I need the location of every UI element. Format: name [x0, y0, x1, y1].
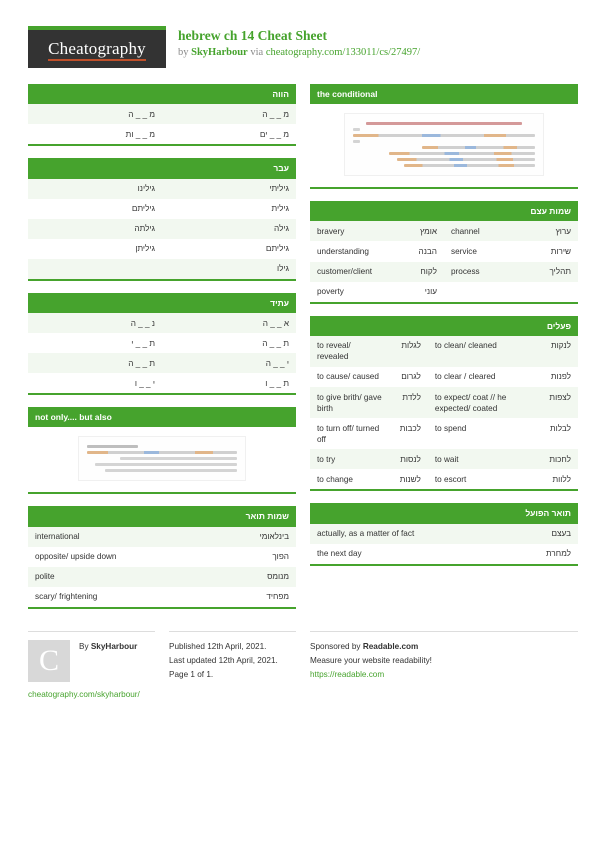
table-row [310, 367, 578, 387]
card-title-verbs: פעלים [310, 316, 578, 336]
cell-en: to clear / cleared [428, 367, 535, 387]
source-url-link[interactable]: cheatography.com/133011/cs/27497/ [265, 47, 421, 59]
cell-he: לשנות [390, 469, 428, 489]
cell-en: the next day [310, 544, 519, 564]
cell-he: ת _ _ ה [162, 333, 296, 353]
cell-en: understanding [310, 241, 390, 261]
cell-he: בעצם [519, 524, 578, 544]
footer-byline [79, 640, 137, 682]
cell-he: לגלות [390, 336, 428, 367]
byline-prefix: by [178, 47, 192, 59]
cell-en: scary/ frightening [28, 587, 194, 607]
author-row [28, 640, 155, 682]
table-present [28, 104, 296, 144]
page-footer [0, 621, 600, 699]
sponsor-name[interactable]: Readable.com [362, 641, 419, 651]
card-title-present: הווה [28, 84, 296, 104]
cell-he: נ _ _ ה [28, 313, 162, 333]
table-row [28, 219, 296, 239]
cell-en: to expect/ coat // he expected/ coated [428, 387, 535, 418]
footer-left [28, 631, 296, 699]
footer-author-name[interactable]: SkyHarbour [90, 641, 138, 651]
cell-en: poverty [310, 282, 390, 302]
card-nouns [310, 201, 578, 303]
cell-he: לכבות [390, 418, 428, 449]
table-row [28, 124, 296, 144]
cell-he: לקוח [390, 262, 444, 282]
card-verbs [310, 316, 578, 492]
cell-en: to clean/ cleaned [428, 336, 535, 367]
cell-he: לחכות [535, 449, 578, 469]
table-row [28, 567, 296, 587]
table-row [310, 387, 578, 418]
image-text-line [87, 445, 138, 448]
table-row [310, 241, 578, 261]
cell-en: to reveal/ revealed [310, 336, 390, 367]
table-row [310, 418, 578, 449]
cell-he: מ _ _ ה [28, 104, 162, 124]
table-verbs [310, 336, 578, 490]
cell-he: גילינו [28, 179, 162, 199]
footer-publish-block [169, 631, 296, 699]
cell-he: תהליך [519, 262, 578, 282]
cell-en: opposite/ upside down [28, 547, 194, 567]
card-title-adverbs: תואר הפועל [310, 503, 578, 523]
image-text-line [422, 146, 535, 149]
table-row [28, 373, 296, 393]
cell-en: bravery [310, 221, 390, 241]
cell-en: channel [444, 221, 519, 241]
cell-he: גיליתם [162, 239, 296, 259]
logo-text: Cheatography [48, 38, 146, 58]
cell-en: to spend [428, 418, 535, 449]
page-number: Page 1 of 1. [169, 670, 214, 680]
table-row [310, 336, 578, 367]
table-row [28, 199, 296, 219]
cell-en: international [28, 527, 194, 547]
cell-he: לבלות [535, 418, 578, 449]
card-conditional [310, 84, 578, 189]
cell-he: שירות [519, 241, 578, 261]
cell-he: הבנה [390, 241, 444, 261]
cell-he: לגרום [390, 367, 428, 387]
cell-en: customer/client [310, 262, 390, 282]
cell-he: י _ _ ו [28, 373, 162, 393]
card-not-only-but-also [28, 407, 296, 494]
table-future [28, 313, 296, 393]
cell-he: מנומס [194, 567, 296, 587]
cell-en [444, 282, 519, 302]
cell-he: הפוך [194, 547, 296, 567]
table-row [28, 239, 296, 259]
table-row [310, 282, 578, 302]
image-text-line [366, 122, 523, 125]
cell-en: to change [310, 469, 390, 489]
cell-he: לצפות [535, 387, 578, 418]
table-row [310, 469, 578, 489]
card-adjectives [28, 506, 296, 608]
sponsor-prefix: Sponsored by [310, 641, 363, 651]
card-title-future: עתיד [28, 293, 296, 313]
cell-he: מ _ _ ות [28, 124, 162, 144]
table-adjectives [28, 527, 296, 607]
cell-en: to wait [428, 449, 535, 469]
cell-he: גיליתן [28, 239, 162, 259]
not-only-image-block [28, 427, 296, 492]
embedded-conditional-image [344, 113, 544, 176]
card-title-adjectives: שמות תואר [28, 506, 296, 526]
cell-he: גילה [162, 219, 296, 239]
table-row [28, 259, 296, 279]
table-row [28, 333, 296, 353]
cell-he: למחרת [519, 544, 578, 564]
table-past [28, 179, 296, 279]
cell-he: גיליתי [162, 179, 296, 199]
cell-he: לנקות [535, 336, 578, 367]
cell-he: אומץ [390, 221, 444, 241]
right-column [310, 84, 578, 621]
card-adverbs [310, 503, 578, 565]
cell-he: בינלאומי [194, 527, 296, 547]
cell-en: to turn off/ turned off [310, 418, 390, 449]
cell-en: polite [28, 567, 194, 587]
sponsor-tagline: Measure your website readability! [310, 655, 432, 665]
cell-en: service [444, 241, 519, 261]
avatar-letter: C [38, 643, 59, 677]
table-row [28, 547, 296, 567]
card-title-conditional: the conditional [310, 84, 578, 104]
card-future-tense [28, 293, 296, 395]
table-row [310, 262, 578, 282]
avatar [28, 640, 70, 682]
table-row [310, 221, 578, 241]
table-row [28, 587, 296, 607]
table-row [28, 179, 296, 199]
cell-he: מ _ _ ים [162, 124, 296, 144]
cheatography-logo[interactable] [28, 26, 166, 68]
card-past-tense [28, 158, 296, 281]
sponsor-line [310, 640, 578, 654]
image-text-line [389, 152, 535, 155]
cell-he: מ _ _ ה [162, 104, 296, 124]
conditional-image-block [310, 104, 578, 187]
cell-he [519, 282, 578, 302]
cell-he: ת _ _ ו [162, 373, 296, 393]
divider [310, 631, 578, 632]
page-title: hebrew ch 14 Cheat Sheet [178, 28, 327, 43]
divider [28, 631, 155, 632]
image-text-line [105, 469, 237, 472]
image-text-line [87, 451, 237, 454]
table-row [310, 544, 578, 564]
cell-he: גיליתם [28, 199, 162, 219]
byline-via: via [247, 47, 266, 59]
cell-he: לפנות [535, 367, 578, 387]
table-row [28, 104, 296, 124]
published-date: Published 12th April, 2021. [169, 641, 267, 651]
card-title-past: עבר [28, 158, 296, 178]
table-row [28, 353, 296, 373]
card-present-tense [28, 84, 296, 146]
updated-date: Last updated 12th April, 2021. [169, 655, 278, 665]
sponsor-url-link[interactable]: https://readable.com [310, 670, 385, 680]
cell-en: to escort [428, 469, 535, 489]
cell-he: ת _ _ י [28, 333, 162, 353]
cell-he: לנסות [390, 449, 428, 469]
cell-he: גילתה [28, 219, 162, 239]
cell-he: א _ _ ה [162, 313, 296, 333]
cell-he: מפחיד [194, 587, 296, 607]
table-row [310, 524, 578, 544]
cell-he: גילית [162, 199, 296, 219]
cell-en: process [444, 262, 519, 282]
table-adverbs [310, 524, 578, 564]
image-text-line [397, 158, 535, 161]
cell-he: ת _ _ ה [28, 353, 162, 373]
cell-en: to give brith/ gave birth [310, 387, 390, 418]
cell-en: to try [310, 449, 390, 469]
card-title-not-only: not only.... but also [28, 407, 296, 427]
left-column [28, 84, 296, 621]
table-row [28, 527, 296, 547]
footer-right [310, 631, 578, 699]
content-columns [0, 68, 600, 621]
author-profile-link[interactable]: cheatography.com/skyharbour/ [28, 689, 140, 699]
title-block [178, 26, 420, 60]
footer-sponsor-block [310, 631, 578, 699]
cell-he: ללדת [390, 387, 428, 418]
cell-he: גילו [162, 259, 296, 279]
table-row [28, 313, 296, 333]
table-row [310, 449, 578, 469]
table-nouns [310, 221, 578, 301]
image-text-line [95, 463, 238, 466]
image-text-line [404, 164, 535, 167]
embedded-notes-image [78, 436, 246, 481]
divider [169, 631, 296, 632]
byline-author[interactable]: SkyHarbour [191, 47, 248, 59]
cell-en: to cause/ caused [310, 367, 390, 387]
image-text-line [353, 134, 535, 137]
page-header [0, 0, 600, 68]
cell-he [28, 259, 162, 279]
image-text-line [120, 457, 237, 460]
cell-he: י _ _ ה [162, 353, 296, 373]
byline [178, 45, 420, 60]
footer-by-label: By [79, 641, 91, 651]
cell-en: actually, as a matter of fact [310, 524, 519, 544]
cell-he: ללוות [535, 469, 578, 489]
card-title-nouns: שמות עצם [310, 201, 578, 221]
cell-he: עוני [390, 282, 444, 302]
footer-author-block [28, 631, 155, 699]
cell-he: ערוץ [519, 221, 578, 241]
